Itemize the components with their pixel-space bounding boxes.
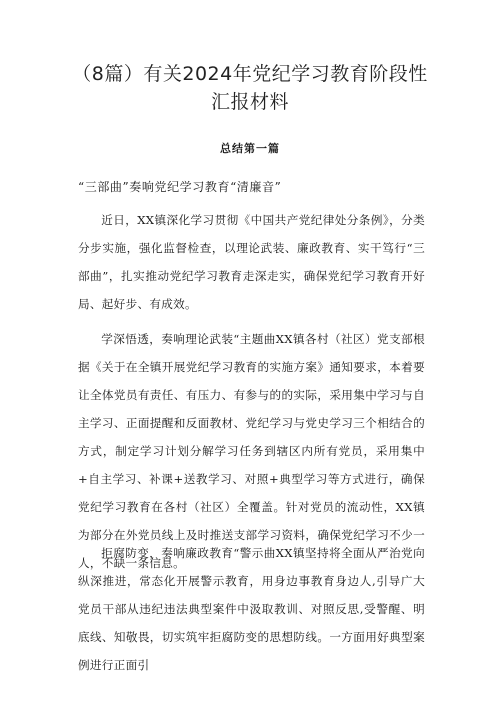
title-line-1: （8篇）有关2024年党纪学习教育阶段性 bbox=[72, 63, 428, 85]
document-title bbox=[60, 60, 440, 116]
paragraph-2: 学深悟透，奏响理论武装“主题曲XX镇各村（社区）党支部根据《关于在全镇开展党纪学习教育的实施方案》通知要求，本着要让全体党员有责任、有压力、有参与的的实际，采用集中学习与自主学习、正面提醒和反面教材、党纪学习与党史学习三个相结合的方式，制定学习计划分解学习任务到辖区内所有党员，采用集中+自主学习、补课+送教学习、对照+典型学习等方式进行，确保党纪学习教育在各村（社区）全覆盖。针对党员的流动性，XX镇为部分在外党员线上及时推送支部学习资料，确保党纪学习不少一人，不缺一条信息。 bbox=[78, 332, 425, 570]
paragraph-1: 近日，XX镇深化学习贯彻《中国共产党纪律处分条例》，分类分步实施，强化监督检查，以理论武装、廉政教育、实干笃行“三部曲”，扎实推动党纪学习教育走深走实，确保党纪学习教育开好局、起好步、有成效。 bbox=[78, 213, 425, 311]
article-subtitle: “三部曲”奏响党纪学习教育“清廉音” bbox=[78, 180, 282, 194]
paragraph-3: 拒腐防变，奏响廉政教育“警示曲XX镇坚持将全面从严治党向纵深推进，常态化开展警示教育，用身边事教育身边人,引导广大党员干部从违纪违法典型案件中汲取教训、对照反思,受警醒、明底线、知敬畏，切实筑牢拒腐防变的思想防线。一方面用好典型案例进行正面引 bbox=[78, 546, 425, 672]
title-line-2: 汇报材料 bbox=[210, 91, 289, 113]
section-heading: 总结第一篇 bbox=[220, 142, 280, 155]
